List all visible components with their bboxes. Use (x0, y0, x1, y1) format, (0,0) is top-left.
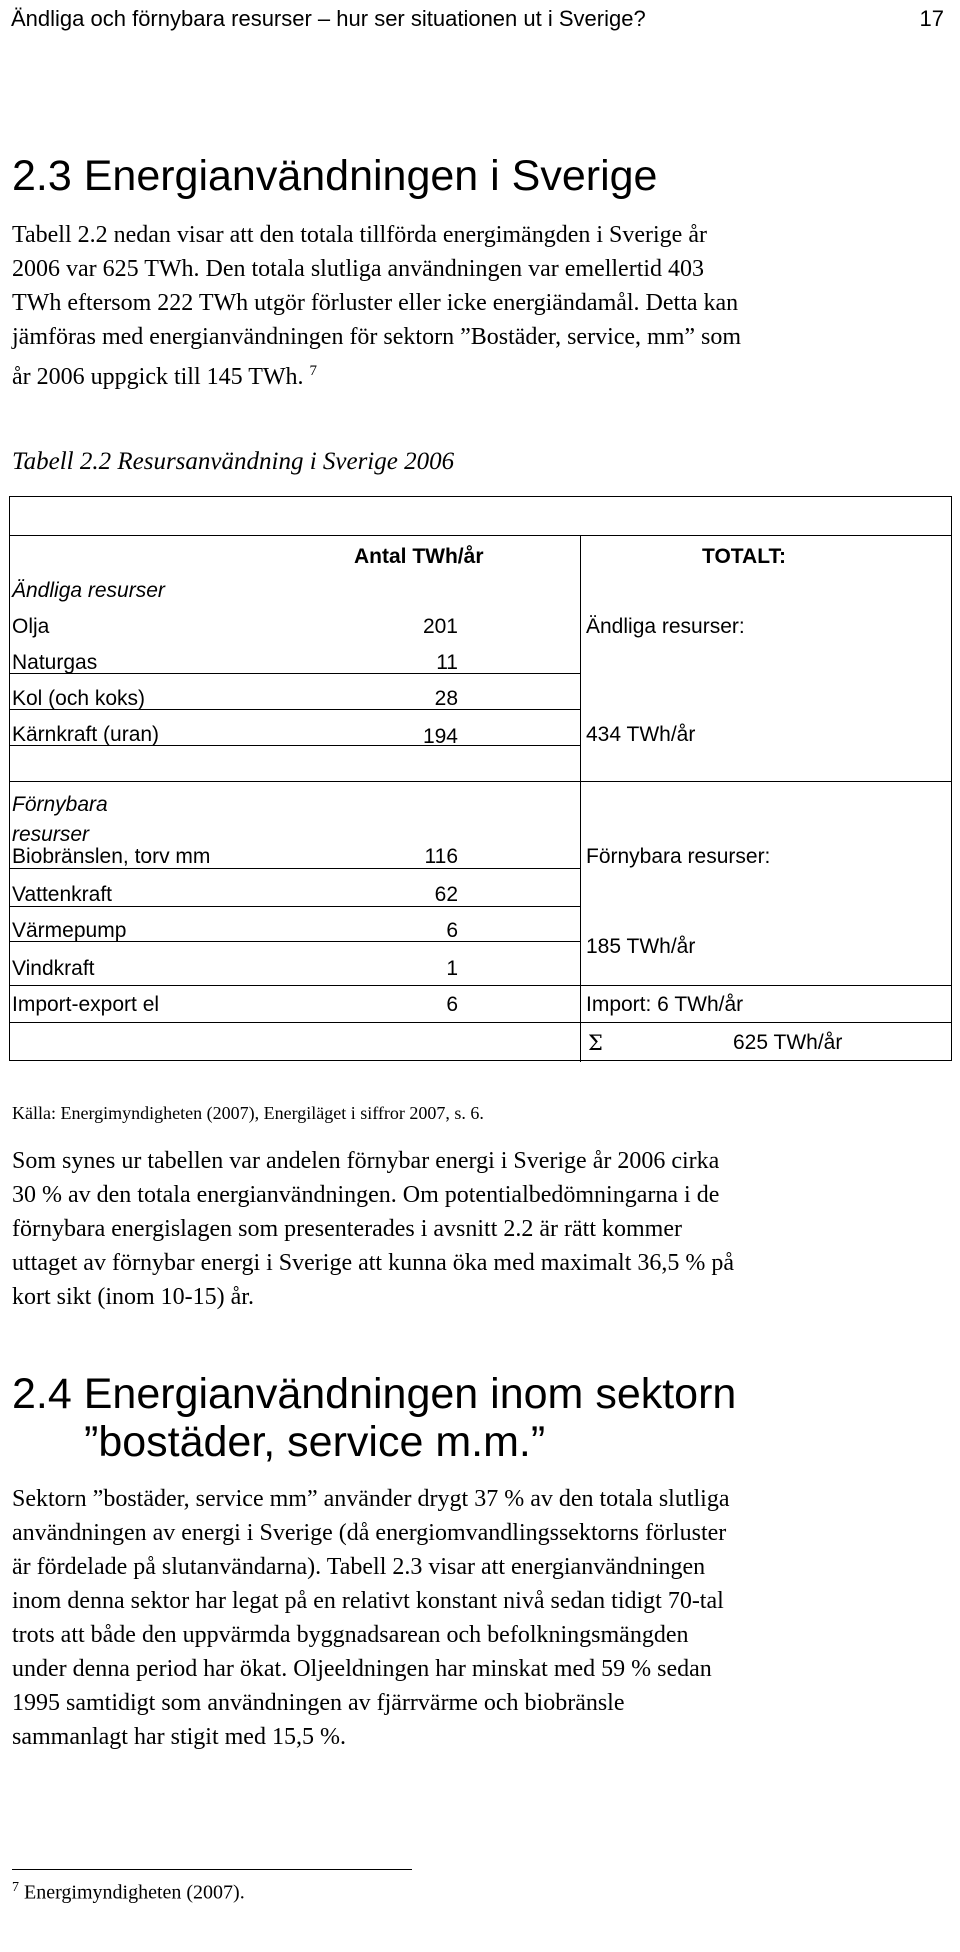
text-line: 30 % av den totala energianvändningen. Om potentialbedömningarna i de (12, 1182, 720, 1208)
text-line-content: år 2006 uppgick till 145 TWh. (12, 364, 304, 390)
row-label: Import-export el (12, 993, 160, 1016)
row-value: 11 (436, 651, 458, 674)
text-line (12, 354, 892, 394)
footnote-ref: 7 (309, 363, 318, 379)
text-line: jämföras med energianvändningen för sektorn ”Bostäder, service, mm” som (12, 324, 742, 350)
row-label: Vattenkraft (12, 883, 112, 906)
row-label: Olja (12, 615, 50, 638)
row-label: Kärnkraft (uran) (12, 723, 160, 746)
import-total: Import: 6 TWh/år (586, 993, 744, 1016)
text-line: trots att både den uppvärmda byggnadsarean och befolkningsmängden (12, 1622, 689, 1648)
text-line: användningen av energi i Sverige (då energiomvandlingssektorns förluster (12, 1520, 727, 1546)
section-heading-2-4 (12, 1370, 736, 1466)
row-value: 201 (422, 615, 458, 638)
row-value: 62 (434, 883, 458, 906)
row-value: 6 (446, 993, 458, 1016)
column-header-total: TOTALT: (702, 545, 786, 568)
text-line: kort sikt (inom 10-15) år. (12, 1284, 254, 1310)
finite-total-label: Ändliga resurser: (586, 615, 745, 638)
after-table-paragraph (12, 1144, 892, 1314)
text-line: Tabell 2.2 nedan visar att den totala tillförda energimängden i Sverige år (12, 222, 707, 248)
sum-value: 625 TWh/år (733, 1031, 843, 1054)
table-rule (10, 535, 951, 536)
row-label: Vindkraft (12, 957, 95, 980)
text-line: är fördelade på slutanvändarna). Tabell 2.3 visar att energianvändningen (12, 1554, 706, 1580)
row-value: 1 (446, 957, 458, 980)
text-line: Sektorn ”bostäder, service mm” använder drygt 37 % av den totala slutliga (12, 1486, 730, 1512)
text-line: Som synes ur tabellen var andelen förnybar energi i Sverige år 2006 cirka (12, 1148, 720, 1174)
heading-line: 2.4 Energianvändningen inom sektorn (12, 1370, 737, 1418)
footnote-number: 7 (12, 1880, 19, 1895)
row-label: Naturgas (12, 651, 98, 674)
text-line: uttaget av förnybar energi i Sverige att kunna öka med maximalt 36,5 % på (12, 1250, 735, 1276)
resource-table (9, 496, 952, 1061)
table-column-divider (580, 535, 581, 1062)
row-label: Kol (och koks) (12, 687, 146, 710)
text-line: förnybara energislagen som presenterades i avsnitt 2.2 är rätt kommer (12, 1216, 682, 1242)
footnote (12, 1880, 245, 1905)
row-value: 116 (424, 845, 458, 868)
table-caption: Tabell 2.2 Resursanvändning i Sverige 2006 (12, 448, 455, 475)
group-label-renewable-2: resurser (12, 823, 90, 846)
sum-symbol: Σ (588, 1031, 603, 1055)
row-label: Biobränslen, torv mm (12, 845, 211, 868)
group-label-renewable: Förnybara (12, 793, 108, 816)
row-value: 28 (434, 687, 458, 710)
footnote-text: Energimyndigheten (2007). (24, 1881, 245, 1904)
row-label: Värmepump (12, 919, 127, 942)
finite-total-value: 434 TWh/år (586, 723, 696, 746)
text-line: 1995 samtidigt som användningen av fjärrvärme och biobränsle (12, 1690, 625, 1716)
renewable-total-label: Förnybara resurser: (586, 845, 771, 868)
row-value: 6 (446, 919, 458, 942)
table-rule (10, 985, 951, 986)
table-rule (10, 1022, 951, 1023)
text-line: 2006 var 625 TWh. Den totala slutliga användningen var emellertid 403 (12, 256, 705, 282)
section-heading-2-3: 2.3 Energianvändningen i Sverige (12, 152, 658, 200)
table-source: Källa: Energimyndigheten (2007), Energiläget i siffror 2007, s. 6. (12, 1103, 484, 1123)
heading-line: ”bostäder, service m.m.” (84, 1418, 546, 1467)
renewable-total-value: 185 TWh/år (586, 935, 696, 958)
row-value: 194 (422, 725, 458, 748)
group-label-finite: Ändliga resurser (12, 579, 165, 602)
section-2-4-paragraph (12, 1482, 892, 1754)
table-rule (10, 781, 951, 782)
section-2-3-paragraph (12, 218, 892, 394)
text-line: sammanlagt har stigit med 15,5 %. (12, 1724, 346, 1750)
footnote-separator (12, 1869, 412, 1870)
text-line: under denna period har ökat. Oljeeldningen har minskat med 59 % sedan (12, 1656, 712, 1682)
text-line: inom denna sektor har legat på en relativt konstant nivå sedan tidigt 70-tal (12, 1588, 724, 1614)
text-line: TWh eftersom 222 TWh utgör förluster eller icke energiändamål. Detta kan (12, 290, 739, 316)
page-number: 17 (919, 6, 944, 31)
column-header-amount: Antal TWh/år (354, 545, 484, 568)
running-title: Ändliga och förnybara resurser – hur ser situationen ut i Sverige? (11, 6, 646, 31)
